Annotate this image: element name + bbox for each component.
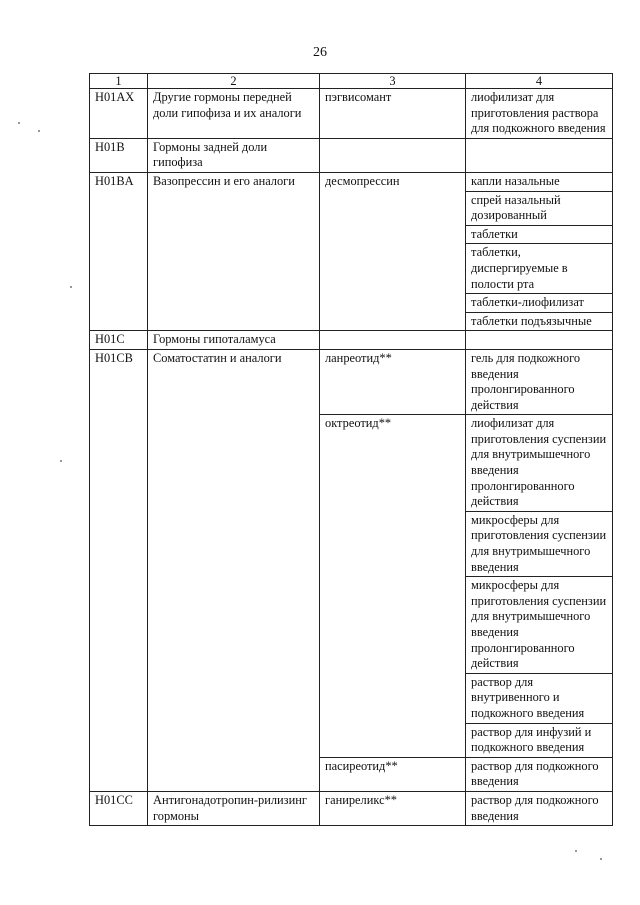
drug-name-empty (320, 138, 466, 172)
atc-code: H01B (90, 138, 148, 172)
table-row (90, 349, 613, 414)
dosage-form: микросферы для приготовления суспензии для внутримышечного введения (466, 511, 613, 576)
drug-name: пасиреотид** (320, 757, 466, 791)
dosage-form: капли назальные (466, 172, 613, 191)
column-header-1: 1 (90, 74, 148, 89)
scan-speck (600, 858, 602, 860)
medication-table (89, 73, 613, 826)
dosage-form: таблетки, диспергируемые в полости рта (466, 244, 613, 294)
drug-name: пэгвисомант (320, 89, 466, 139)
group-name: Антигонадотропин-рилизинг гормоны (148, 791, 320, 825)
dosage-form: микросферы для приготовления суспензии для внутримышечного введения пролонгированного действия (466, 577, 613, 674)
scan-speck (575, 850, 577, 852)
drug-name: ланреотид** (320, 349, 466, 414)
dosage-form: лиофилизат для приготовления суспензии для внутримышечного введения пролонгированного действия (466, 415, 613, 512)
table-row (90, 331, 613, 350)
group-name: Другие гормоны передней доли гипофиза и их аналоги (148, 89, 320, 139)
column-header-2: 2 (148, 74, 320, 89)
page-number: 26 (313, 45, 327, 60)
dosage-form: гель для подкожного введения пролонгированного действия (466, 349, 613, 414)
dosage-form: лиофилизат для приготовления раствора для подкожного введения (466, 89, 613, 139)
column-header-4: 4 (466, 74, 613, 89)
atc-code: H01C (90, 331, 148, 350)
dosage-form-empty (466, 138, 613, 172)
dosage-form: спрей назальный дозированный (466, 191, 613, 225)
atc-code: H01CC (90, 791, 148, 825)
dosage-form: раствор для подкожного введения (466, 791, 613, 825)
scan-speck (60, 460, 62, 462)
column-header-3: 3 (320, 74, 466, 89)
drug-name-empty (320, 331, 466, 350)
dosage-form: таблетки-лиофилизат (466, 294, 613, 313)
scan-speck (38, 130, 40, 132)
header-row (90, 74, 613, 89)
group-name: Гормоны задней доли гипофиза (148, 138, 320, 172)
group-name: Гормоны гипоталамуса (148, 331, 320, 350)
atc-code: H01BA (90, 172, 148, 330)
atc-code: H01CB (90, 349, 148, 791)
table-row (90, 89, 613, 139)
table-row (90, 138, 613, 172)
drug-name: октреотид** (320, 415, 466, 757)
dosage-form: раствор для внутривенного и подкожного введения (466, 673, 613, 723)
table-row (90, 791, 613, 825)
dosage-form: раствор для инфузий и подкожного введения (466, 723, 613, 757)
dosage-form: таблетки подъязычные (466, 312, 613, 331)
table-row (90, 172, 613, 191)
scan-speck (18, 122, 20, 124)
group-name: Вазопрессин и его аналоги (148, 172, 320, 330)
drug-name: ганиреликс** (320, 791, 466, 825)
dosage-form: раствор для подкожного введения (466, 757, 613, 791)
scan-speck (70, 286, 72, 288)
atc-code: H01AX (90, 89, 148, 139)
drug-name: десмопрессин (320, 172, 466, 330)
dosage-form: таблетки (466, 225, 613, 244)
group-name: Соматостатин и аналоги (148, 349, 320, 791)
dosage-form-empty (466, 331, 613, 350)
